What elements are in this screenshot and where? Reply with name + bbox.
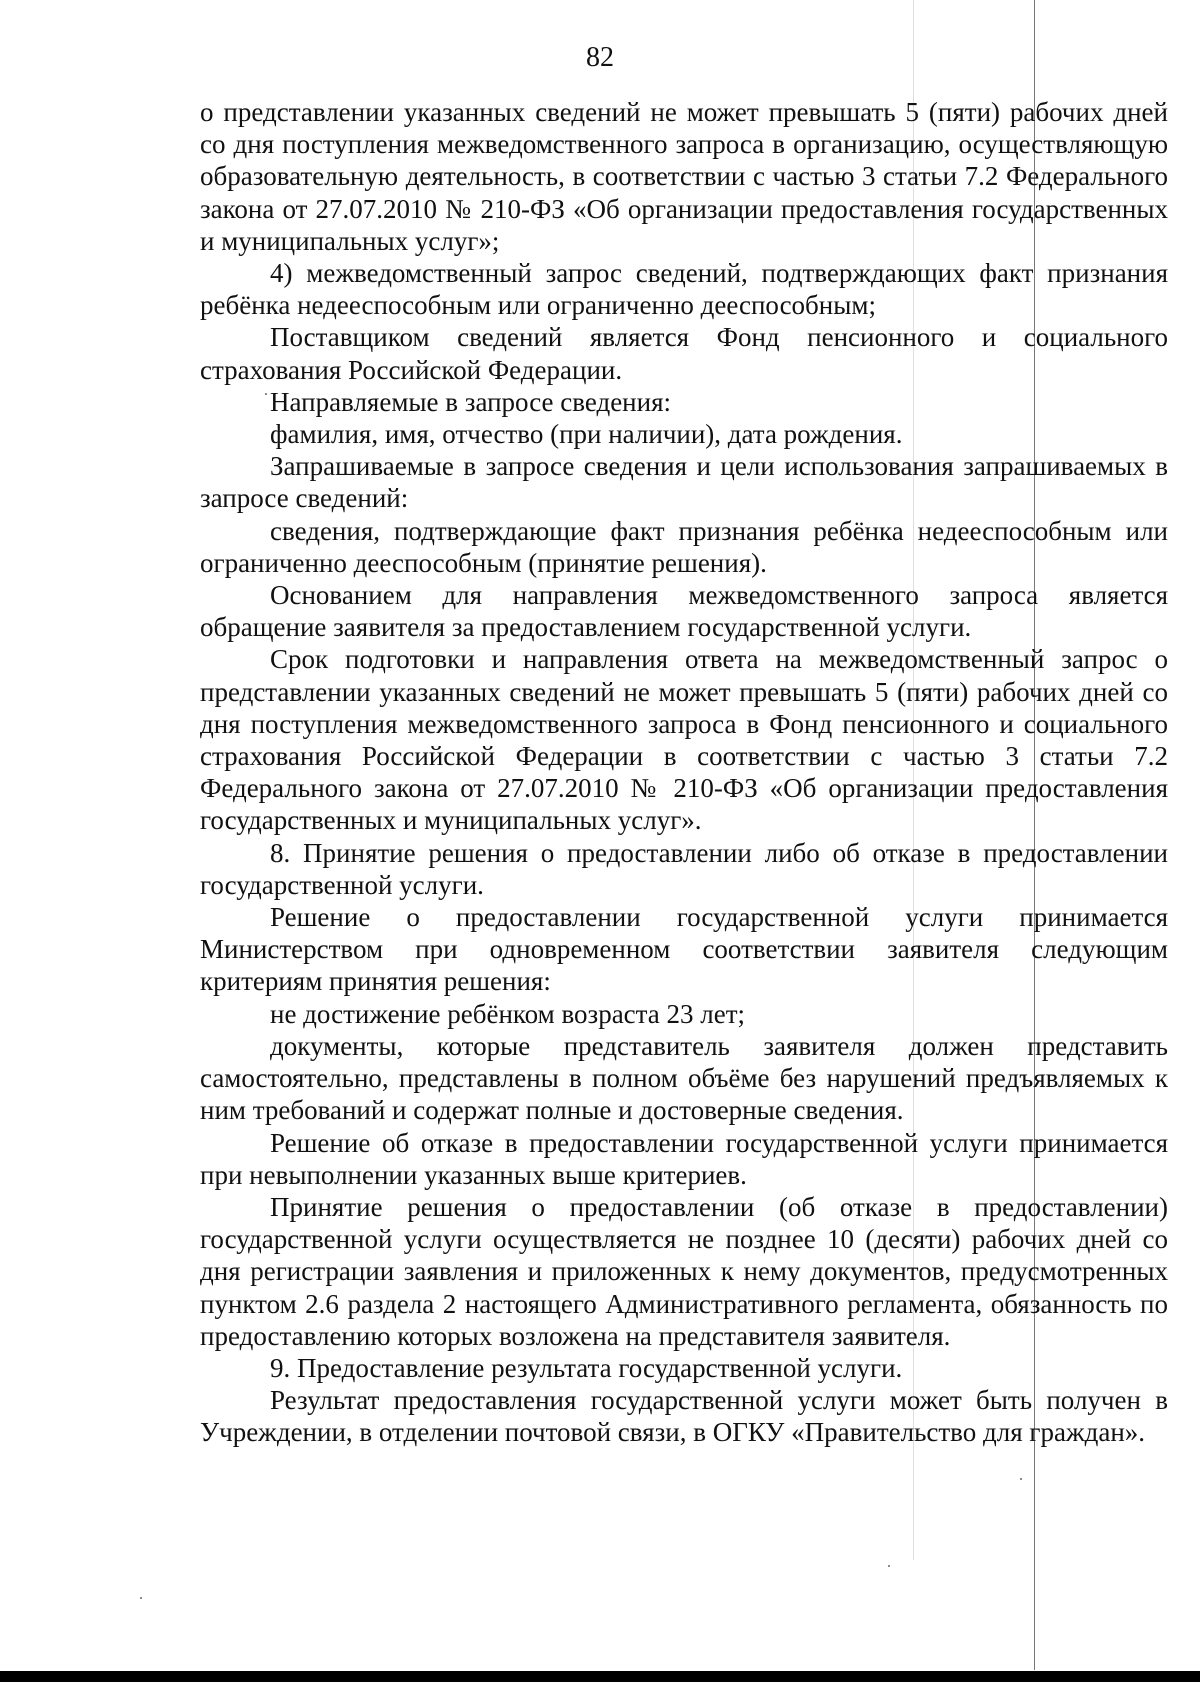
- document-body: [200, 96, 1168, 1449]
- paragraph-item-4: 4) межведомственный запрос сведений, подтверждающих факт признания ребёнка недееспособным или ограниченно дееспособным;: [200, 258, 1168, 321]
- scan-speck: [888, 1565, 890, 1567]
- paragraph-sent-data-heading: Направляемые в запросе сведения:: [270, 386, 671, 417]
- scan-speck: [140, 1597, 142, 1599]
- paragraph-section-8: 8. Принятие решения о предоставлении либо об отказе в предоставлении государственной услуги.: [200, 837, 1168, 900]
- paragraph-basis: Основанием для направления межведомственного запроса является обращение заявителя за предоставлением государственной услуги.: [200, 580, 1168, 643]
- paragraph-decision-term: Принятие решения о предоставлении (об отказе в предоставлении) государственной услуги осуществляется не позднее 10 (десяти) рабочих дней со дня регистрации заявления и приложенных к нему документов, предусмотренных пунктом 2.6 раздела 2 настоящего Административного регламента, обязанность по предоставлению которых возложена на представителя заявителя.: [200, 1191, 1168, 1351]
- scan-speck: [265, 393, 267, 395]
- paragraph-decision: Решение о предоставлении государственной услуги принимается Министерством при одновременном соответствии заявителя следующим критериям принятия решения:: [200, 902, 1168, 997]
- scan-speck: [1020, 1478, 1022, 1480]
- paragraph-criterion-documents: документы, которые представитель заявителя должен представить самостоятельно, представлены в полном объёме без нарушений предъявляемых к ним требований и содержат полные и достоверные сведения.: [200, 1030, 1168, 1126]
- paragraph-continuation: о представлении указанных сведений не может превышать 5 (пяти) рабочих дней со дня поступления межведомственного запроса в организацию, осуществляющую образовательную деятельность, в соответствии с частью 3 статьи 7.2 Федерального закона от 27.07.2010 № 210-ФЗ «Об организации предоставления государственных и муниципальных услуг»;: [200, 97, 1168, 256]
- scan-bottom-border: [0, 1671, 1200, 1682]
- paragraph-section-9: 9. Предоставление результата государственной услуги.: [270, 1352, 903, 1383]
- paragraph-refusal: Решение об отказе в предоставлении государственной услуги принимается при невыполнении указанных выше критериев.: [200, 1127, 1168, 1190]
- paragraph-sent-data: фамилия, имя, отчество (при наличии), дата рождения.: [270, 419, 903, 450]
- paragraph-deadline: Срок подготовки и направления ответа на межведомственный запрос о представлении указанных сведений не может превышать 5 (пяти) рабочих дней со дня поступления межведомственного запроса в Фонд пенсионного и социального страхования Российской Федерации в соответствии с частью 3 статьи 7.2 Федерального закона от 27.07.2010 № 210-ФЗ «Об организации предоставления государственных и муниципальных услуг».: [200, 644, 1168, 836]
- paragraph-criterion-age: не достижение ребёнком возраста 23 лет;: [270, 998, 746, 1029]
- paragraph-requested-data: сведения, подтверждающие факт признания ребёнка недееспособным или ограниченно дееспособным (принятие решения).: [200, 515, 1168, 578]
- paragraph-result: Результат предоставления государственной услуги может быть получен в Учреждении, в отделении почтовой связи, в ОГКУ «Правительство для граждан».: [200, 1385, 1168, 1448]
- paragraph-supplier: Поставщиком сведений является Фонд пенсионного и социального страхования Российской Федерации.: [200, 322, 1168, 385]
- paragraph-requested-data-heading: Запрашиваемые в запросе сведения и цели использования запрашиваемых в запросе сведений:: [200, 451, 1168, 514]
- page-number: 82: [586, 42, 614, 73]
